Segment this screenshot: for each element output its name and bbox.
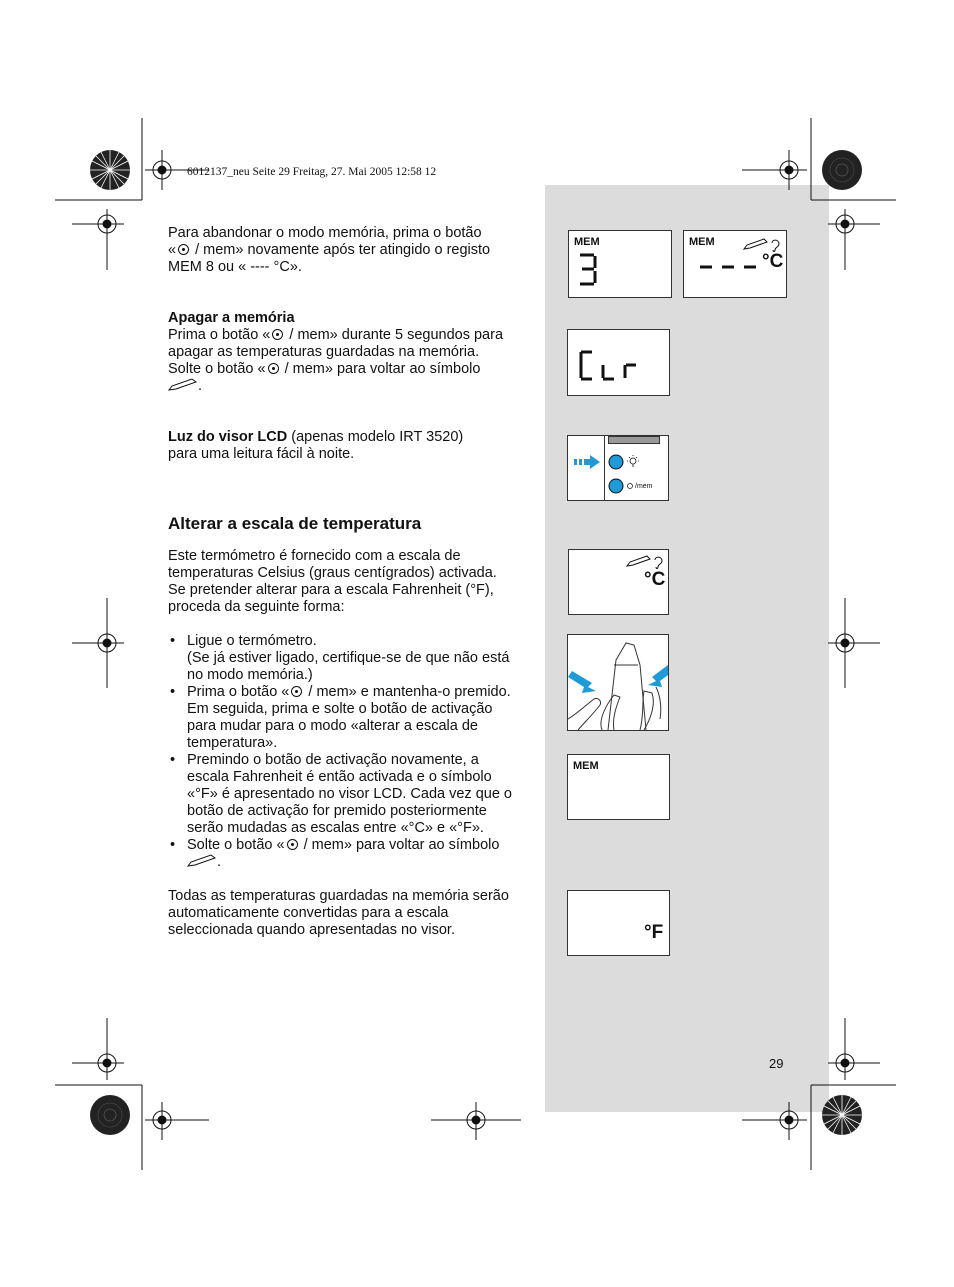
hands-illustration: [567, 634, 669, 731]
mem-button-icon: [628, 484, 633, 489]
clear-memory-section: [168, 310, 528, 395]
probe-cover-icon: [168, 378, 198, 392]
starburst-mark: [822, 150, 862, 190]
list-item: • Premindo o botão de activação novamente, a escala Fahrenheit é então activada e o símbolo «°F» é apresentado no visor LCD. Cada vez que o botão de activação for premido posteriormente serão mudadas as escalas entre «°C» e «°F».: [170, 752, 512, 836]
mem-button[interactable]: [609, 479, 623, 493]
text-line: Todas as temperaturas guardadas na memória serão: [168, 888, 509, 904]
device-buttons: [606, 452, 666, 498]
celsius-unit: °C: [644, 569, 666, 590]
text-line: temperaturas Celsius (graus centígrados) activada.: [168, 565, 497, 581]
segment-clr: [578, 350, 648, 382]
lcd-mem-blank: [567, 754, 670, 820]
registration-mark: [828, 1018, 880, 1080]
segment-dashes: [698, 263, 764, 273]
steps-list: [168, 633, 528, 871]
section-heading: Alterar a escala de temperatura: [168, 514, 422, 533]
registration-mark: [742, 1102, 807, 1140]
segment-digit-3: [577, 253, 601, 287]
lcd-mem-3: [568, 230, 672, 298]
registration-mark: [828, 598, 880, 688]
text-line: Este termómetro é fornecido com a escala de: [168, 548, 461, 564]
intro-paragraph: [168, 225, 528, 276]
registration-mark: [72, 209, 124, 270]
mem-label: MEM: [574, 236, 600, 248]
device-edge: [604, 436, 605, 500]
starburst-mark: [90, 150, 130, 190]
intro-line: Para abandonar o modo memória, prima o botão: [168, 225, 482, 241]
section-title: Apagar a memória: [168, 310, 295, 326]
registration-mark: [742, 150, 807, 190]
mem-button-icon: [272, 329, 283, 340]
celsius-unit: °C: [762, 251, 784, 272]
list-item: • Prima o botão « / mem» e mantenha-o premido. Em seguida, prima e solte o botão de activação para mudar para o modo «alterar a escala de temperatura».: [170, 684, 511, 751]
lcd-celsius: [568, 549, 669, 615]
scale-intro-paragraph: [168, 548, 528, 616]
intro-line: MEM 8 ou « ---- °C».: [168, 259, 302, 275]
mem-button-icon: [291, 686, 302, 697]
fahrenheit-unit: °F: [644, 922, 664, 943]
registration-mark: [145, 1102, 209, 1140]
lcd-fahrenheit: [567, 890, 670, 956]
registration-mark: [72, 1018, 124, 1080]
text-line: seleccionada quando apresentadas no visor.: [168, 922, 455, 938]
mem-button-label: /mem: [635, 483, 653, 490]
display-window: [608, 436, 660, 444]
mem-button-icon: [178, 244, 189, 255]
probe-cover-icon: [187, 854, 217, 868]
list-item: • Solte o botão « / mem» para voltar ao símbolo .: [170, 837, 500, 870]
text-line: .: [168, 378, 528, 395]
thermometer-hands-drawing: [568, 635, 668, 730]
registration-mark: [431, 1102, 521, 1140]
closing-paragraph: [168, 888, 528, 939]
intro-line: « / mem» novamente após ter atingido o registo: [168, 242, 491, 258]
probe-ear-icon: [625, 554, 665, 570]
text-line: apagar as temperaturas guardadas na memória.: [168, 344, 480, 360]
registration-mark: [72, 598, 124, 688]
light-button[interactable]: [609, 455, 623, 469]
mem-button-icon: [287, 839, 298, 850]
text-line: automaticamente convertidas para a escala: [168, 905, 449, 921]
mem-label: MEM: [573, 760, 599, 772]
starburst-mark: [822, 1095, 862, 1135]
print-slug: 6012137_neu Seite 29 Freitag, 27. Mai 2005 12:58 12: [187, 166, 437, 178]
device-buttons-figure: [567, 435, 669, 501]
mem-button-icon: [268, 363, 279, 374]
lcd-clear: [567, 329, 670, 396]
mem-label: MEM: [689, 236, 715, 248]
arrow-right-icon: [574, 454, 602, 470]
light-bulb-icon: [627, 455, 639, 467]
arrow-icon: [648, 665, 668, 687]
list-item: • Ligue o termómetro. (Se já estiver ligado, certifique-se de que não está no modo memória.): [170, 633, 510, 683]
text-line: Se pretender alterar para a escala Fahrenheit (°F),: [168, 582, 494, 598]
starburst-mark: [90, 1095, 130, 1135]
arrow-icon: [568, 671, 596, 693]
text-line: Prima o botão « / mem» durante 5 segundos para: [168, 327, 504, 343]
text-line: proceda da seguinte forma:: [168, 599, 345, 615]
page-number: 29: [769, 1056, 784, 1071]
registration-mark: [828, 209, 880, 270]
text-line: para uma leitura fácil à noite.: [168, 446, 355, 462]
backlight-section: [168, 429, 528, 463]
lcd-mem-dashes: [683, 230, 787, 298]
text-line: Solte o botão « / mem» para voltar ao símbolo: [168, 361, 481, 377]
text-line: Luz do visor LCD (apenas modelo IRT 3520): [168, 429, 464, 445]
